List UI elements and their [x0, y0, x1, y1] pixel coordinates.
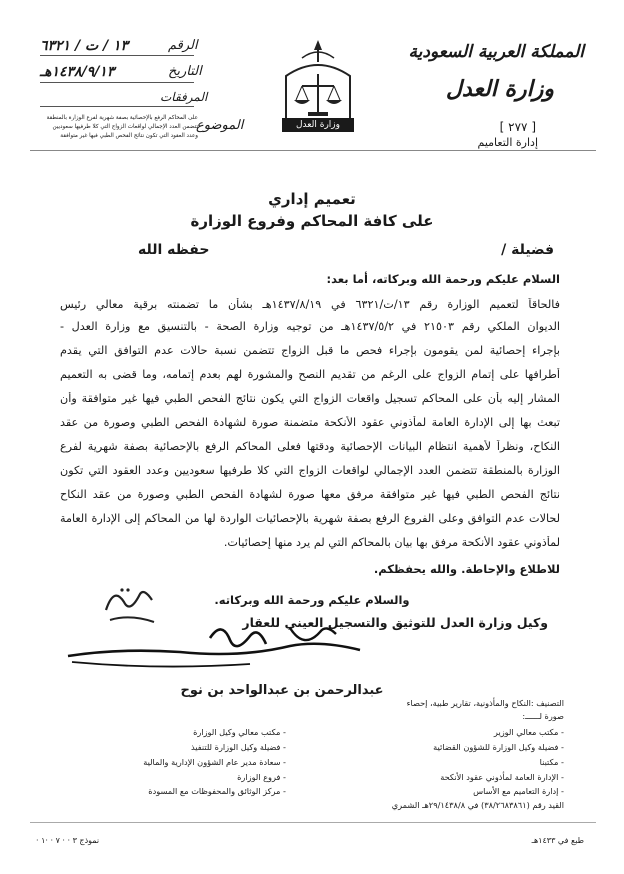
department-name: إدارة التعاميم — [477, 136, 538, 149]
date-label: التاريخ — [168, 64, 202, 79]
letterhead — [388, 36, 588, 156]
date-value: ١٤٣٨/٩/١٣هـ — [40, 64, 115, 80]
body-line: لمأذوني عقود الأنكحة مرفق بها بيان بالمحاكم التي لم يرد منها إحصائيات. — [223, 536, 560, 549]
cc-item: - مكتب معالي وكيل الوزارة — [193, 727, 286, 737]
ministry-name: وزارة العدل — [445, 76, 554, 102]
document-recipients: على كافة المحاكم وفروع الوزارة — [190, 212, 434, 230]
cc-item: - فروع الوزارة — [237, 772, 286, 782]
body-line: نتائج الفحص الطبي فيها غير متوافقة مرفق معها صورة لشهادة الفحص الطبي وصورة من عقد النكاح — [60, 488, 560, 501]
subject-text — [30, 114, 198, 141]
number-label: الرقم — [168, 38, 198, 53]
print-note: طبع في ١٤٣٣هـ — [531, 836, 584, 845]
body-line: فالحاقاً لتعميم الوزارة رقم ١٣/ت/٦٣٢١ في ١٤٣٧/٨/١٩هـ بشأن ما تضمنته برقية معالي رئيس — [60, 298, 560, 311]
body-line: الديوان الملكي رقم ٢١٥٠٣ في ١٤٣٧/٥/٢هـ من توجيه وزارة الصحة - بالتنسيق مع وزارة العدل - — [60, 320, 560, 333]
kingdom-name: المملكة العربية السعودية — [408, 42, 584, 62]
cc-item: - إدارة التعاميم مع الأساس — [473, 786, 564, 796]
closing: للاطلاع والإحاطة. والله يحفظكم. — [373, 562, 560, 576]
honorific: حفظه الله — [138, 242, 210, 258]
body-line: بإجراء إحصائية لمن يقومون بإجراء فحص ما قبل الزواج تتضمن نسبة حالات عدم التوافق التي يقدم — [60, 344, 560, 357]
subject-label: الموضوع — [196, 118, 244, 133]
cc-item: - فضيلة وكيل الوزارة للتنفيذ — [191, 742, 286, 752]
greeting: السلام عليكم ورحمة الله وبركاته، أما بعد: — [326, 272, 560, 286]
body-line: النكاح، ونظراً لأهمية انتظام البيانات الإحصائية ودقتها فعلى المحاكم الرفع بالإحصائية بصفة شهرية لفرع — [60, 440, 560, 453]
ministry-emblem — [278, 36, 358, 136]
body-line: الوزارة بالمنطقة تتضمن العدد الإجمالي لواقعات الزواج التي كلا طرفيها سعوديين وعدد العقود التي تكون — [60, 464, 560, 477]
signer-title: وكيل وزارة العدل للتوثيق والتسجيل العيني للعقار — [242, 615, 548, 630]
subject-line: على المحاكم الرفع بالإحصائية بصفة شهرية لفرع الوزارة بالمنطقة — [46, 115, 198, 121]
body-line: المشار إليه بأن على المحاكم تسجيل واقعات الزواج التي يكون نتائج الفحص الطبي فيها غير متوافقة وأن — [60, 392, 560, 405]
copy-label: صورة لــــــ: — [522, 711, 564, 721]
closing-greeting: والسلام عليكم ورحمة الله وبركاته. — [214, 593, 410, 607]
subject-line: وعدد العقود التي تكون نتائج الفحص الطبي فيها غير متوافقة — [60, 133, 198, 139]
subject-line: تتضمن العدد الإجمالي لواقعات الزواج التي كلا طرفيها سعوديين — [52, 124, 198, 130]
body-line: أطرافها على إتمام الزواج على الرغم من تقديم النصح والمشورة لهم بعدم إتمامه، وما قضى به التعميم — [60, 368, 560, 381]
classification: التصنيف :النكاح والمأذونية، تقارير طبية، إحصاء — [406, 698, 564, 708]
registry-note: القيد رقم (٣٨/٢٦٨٣٨٦١) في ٢٩/١٤٣٨/٨هـ الشمري — [391, 800, 564, 810]
cc-item: - فضيلة وكيل الوزارة للشؤون القضائية — [433, 742, 564, 752]
body-line: تبعث بها إلى الإدارة العامة لمأذوني عقود الأنكحة متضمنة صورة لشهادة الفحص الطبي وصورة من عقد — [60, 416, 560, 429]
cc-item: - مكتب معالي الوزير — [493, 727, 564, 737]
signer-name: عبدالرحمن بن عبدالواحد بن نوح — [180, 683, 384, 698]
cc-item: - الإدارة العامة لمأذوني عقود الأنكحة — [440, 772, 564, 782]
form-code: نموذج ٣ · · ٧ · ·١ · — [36, 836, 100, 845]
signature — [60, 610, 390, 680]
number-value: ١٣ / ت / ٦٣٢١ — [40, 38, 129, 54]
footer-divider — [30, 822, 596, 823]
document-title: تعميم إداري — [268, 190, 356, 208]
cc-item: - سعادة مدير عام الشؤون الإدارية والمالية — [143, 757, 286, 767]
attachments-label: المرفقات — [160, 90, 208, 104]
body-line: لحالات عدم التوافق وعلى الفروع الرفع بصفة شهرية بالإحصائيات الواردة لها من المحاكم إلى الإدارة العامة — [60, 512, 560, 525]
header-divider — [30, 150, 596, 151]
emblem-caption: وزارة العدل — [296, 120, 340, 130]
addressee: فضيلة / — [501, 242, 554, 258]
cc-item: - مركز الوثائق والمحفوظات مع المسودة — [148, 786, 286, 796]
cc-item: - مكتبنا — [539, 757, 564, 767]
ref-number: [ ٢٧٧ ] — [499, 120, 536, 134]
